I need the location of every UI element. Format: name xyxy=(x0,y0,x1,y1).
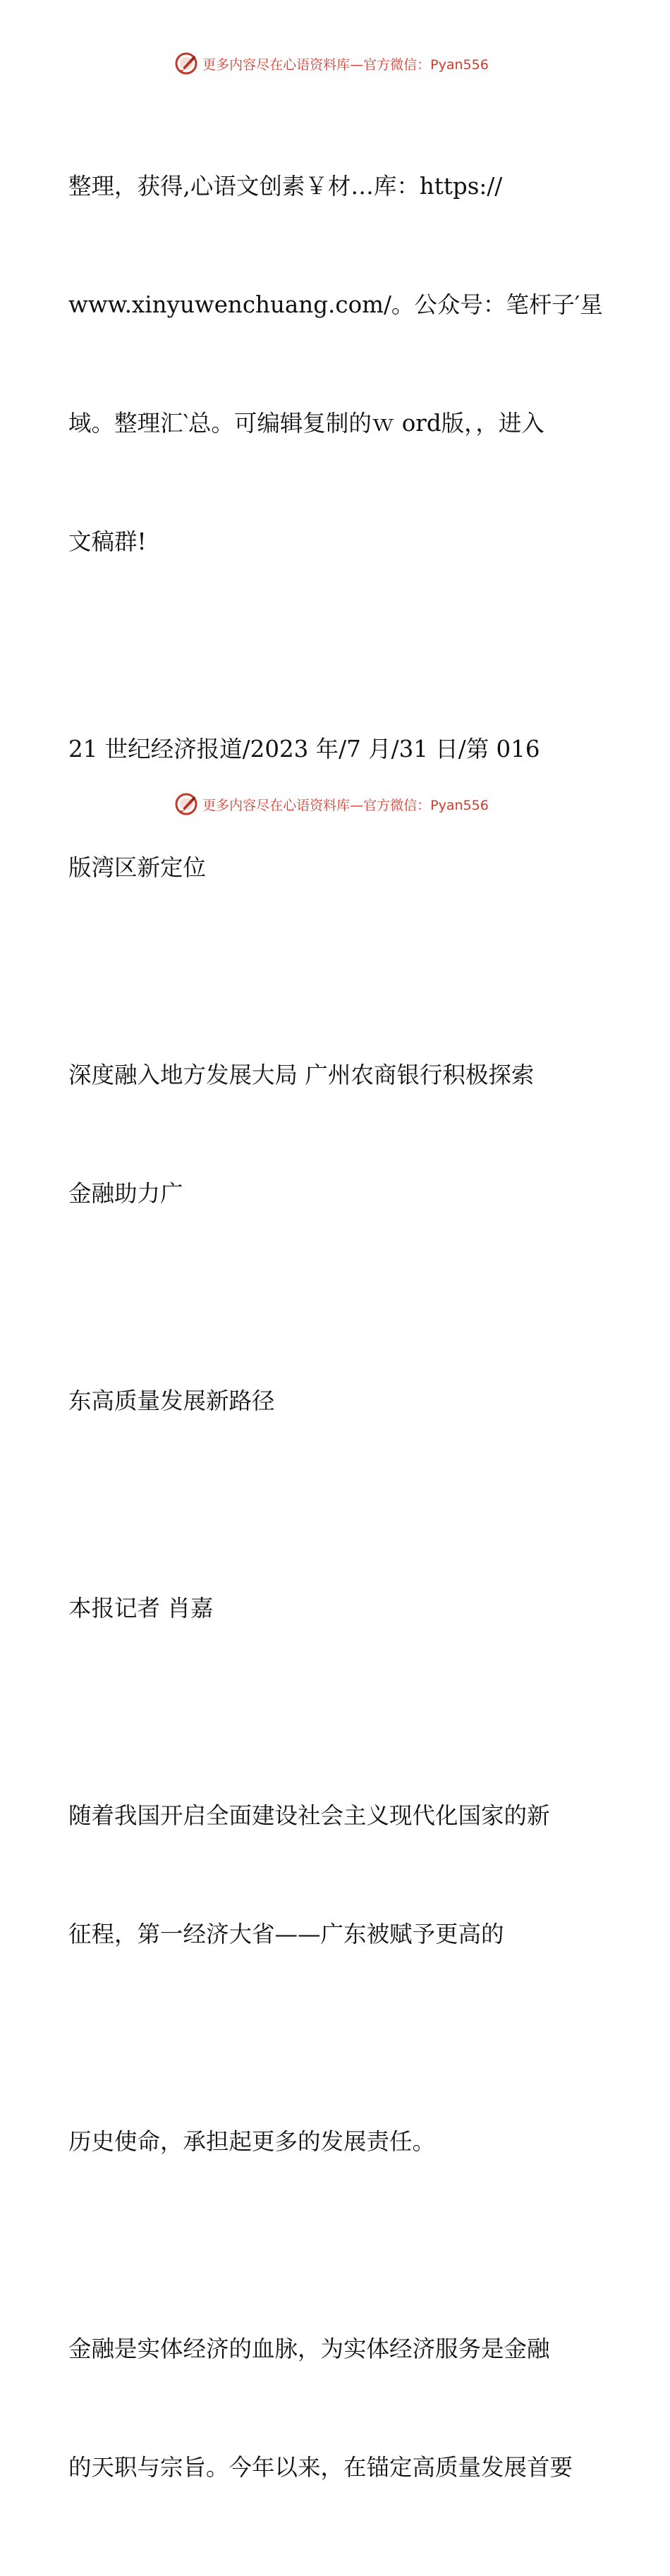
text-line: 整理，获得,心语文创素￥材…库：https:// xyxy=(68,173,503,200)
text-line: 域。整理汇‵总。可编辑复制的ｗ ord版，，进入 xyxy=(68,410,544,437)
text-line: 本报记者 肖嘉 xyxy=(68,1595,214,1622)
watermark-text: 更多内容尽在心语资料库—官方微信：Pyan556 xyxy=(202,56,489,73)
watermark-text: 更多内容尽在心语资料库—官方微信：Pyan556 xyxy=(202,797,489,813)
headline-part-2 xyxy=(68,1302,604,1500)
body-paragraph xyxy=(68,2043,604,2240)
text-line: www.xinyuwenchuang.com/。公众号：笔杆子′星 xyxy=(68,291,603,318)
pen-nib-seal-icon xyxy=(174,51,198,75)
pen-nib-seal-icon xyxy=(174,792,198,816)
text-line: 深度融入地方发展大局 广州农商银行积极探索 xyxy=(68,1062,535,1088)
byline xyxy=(68,1509,604,1707)
text-line: 的天职与宗旨。今年以来，在锚定高质量发展首要 xyxy=(68,2454,573,2481)
text-line: 21 世纪经济报道/2023 年/7 月/31 日/第 016 xyxy=(68,736,540,763)
header-watermark xyxy=(0,49,670,78)
text-line: 历史使命，承担起更多的发展责任。 xyxy=(68,2128,436,2155)
text-line: 东高质量发展新路径 xyxy=(68,1387,275,1414)
headline-part-1 xyxy=(68,976,604,1292)
body-paragraph xyxy=(68,2250,604,2566)
text-line: 金融助力广 xyxy=(68,1180,183,1207)
document-body xyxy=(68,87,604,2576)
footer-watermark xyxy=(0,790,670,818)
text-line: 文稿群! xyxy=(68,528,147,555)
text-line: 金融是实体经济的血脉，为实体经济服务是金融 xyxy=(68,2335,550,2362)
text-line: 版湾区新定位 xyxy=(68,854,207,881)
intro-paragraph xyxy=(68,87,604,640)
text-line: 征程，第一经济大省——广东被赋予更高的 xyxy=(68,1921,504,1948)
body-paragraph xyxy=(68,1717,604,2033)
text-line: 随着我国开启全面建设社会主义现代化国家的新 xyxy=(68,1802,550,1829)
